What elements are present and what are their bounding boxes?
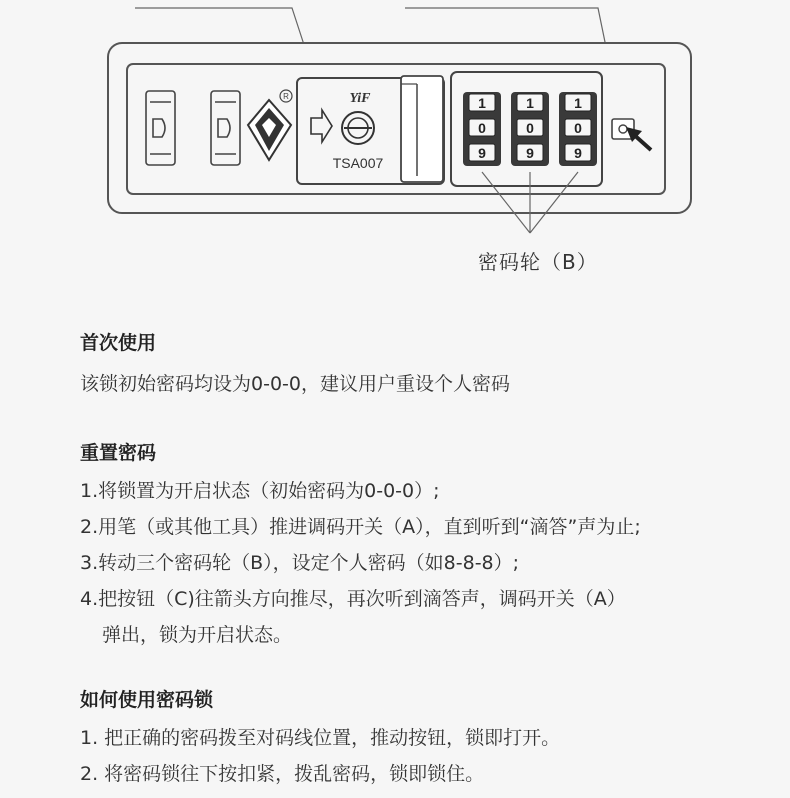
section-howto	[80, 685, 560, 798]
lock-brand-text: YiF	[349, 91, 371, 106]
wheel-callout-label: 密码轮（B）	[478, 250, 598, 274]
wheel-digit: 0	[478, 120, 486, 136]
section-reset	[80, 438, 641, 659]
lock-diagram	[0, 0, 790, 280]
howto-heading: 如何使用密码锁	[80, 689, 214, 711]
reset-step-3: 3.转动三个密码轮（B），设定个人密码（如8-8-8）;	[80, 552, 520, 574]
howto-step-2: 2. 将密码锁往下按扣紧，拨乱密码，锁即锁住。	[80, 763, 485, 785]
howto-step-1: 1. 把正确的密码拨至对码线位置，推动按钮，锁即打开。	[80, 727, 561, 749]
tsa-panel	[297, 76, 444, 184]
combination-wheel-3	[559, 92, 597, 166]
wheel-digit: 9	[478, 145, 486, 161]
wheel-digit: 9	[526, 145, 534, 161]
combination-wheels	[463, 92, 597, 166]
lock-model-text: TSA007	[332, 155, 384, 171]
wheel-digit: 0	[574, 120, 582, 136]
reset-heading: 重置密码	[80, 442, 157, 464]
reset-step-4-cont: 弹出，锁为开启状态。	[102, 624, 293, 646]
reset-step-4: 4.把按钮（C)往箭头方向推尽，再次听到滴答声，调码开关（A）	[80, 588, 626, 610]
first-use-line: 该锁初始密码均设为0-0-0，建议用户重设个人密码	[80, 373, 510, 395]
wheel-digit: 9	[574, 145, 582, 161]
first-use-heading: 首次使用	[80, 332, 157, 354]
reset-step-2: 2.用笔（或其他工具）推进调码开关（A），直到听到“滴答”声为止;	[80, 516, 641, 538]
combination-wheel-2	[511, 92, 549, 166]
combination-wheel-1	[463, 92, 501, 166]
reset-switch-a	[401, 76, 443, 182]
svg-text:R: R	[283, 92, 289, 101]
section-first-use	[80, 328, 510, 396]
reset-step-1: 1.将锁置为开启状态（初始密码为0-0-0）;	[80, 480, 440, 502]
wheel-digit: 1	[526, 95, 534, 111]
wheel-digit: 1	[478, 95, 486, 111]
wheel-digit: 0	[526, 120, 534, 136]
wheel-digit: 1	[574, 95, 582, 111]
